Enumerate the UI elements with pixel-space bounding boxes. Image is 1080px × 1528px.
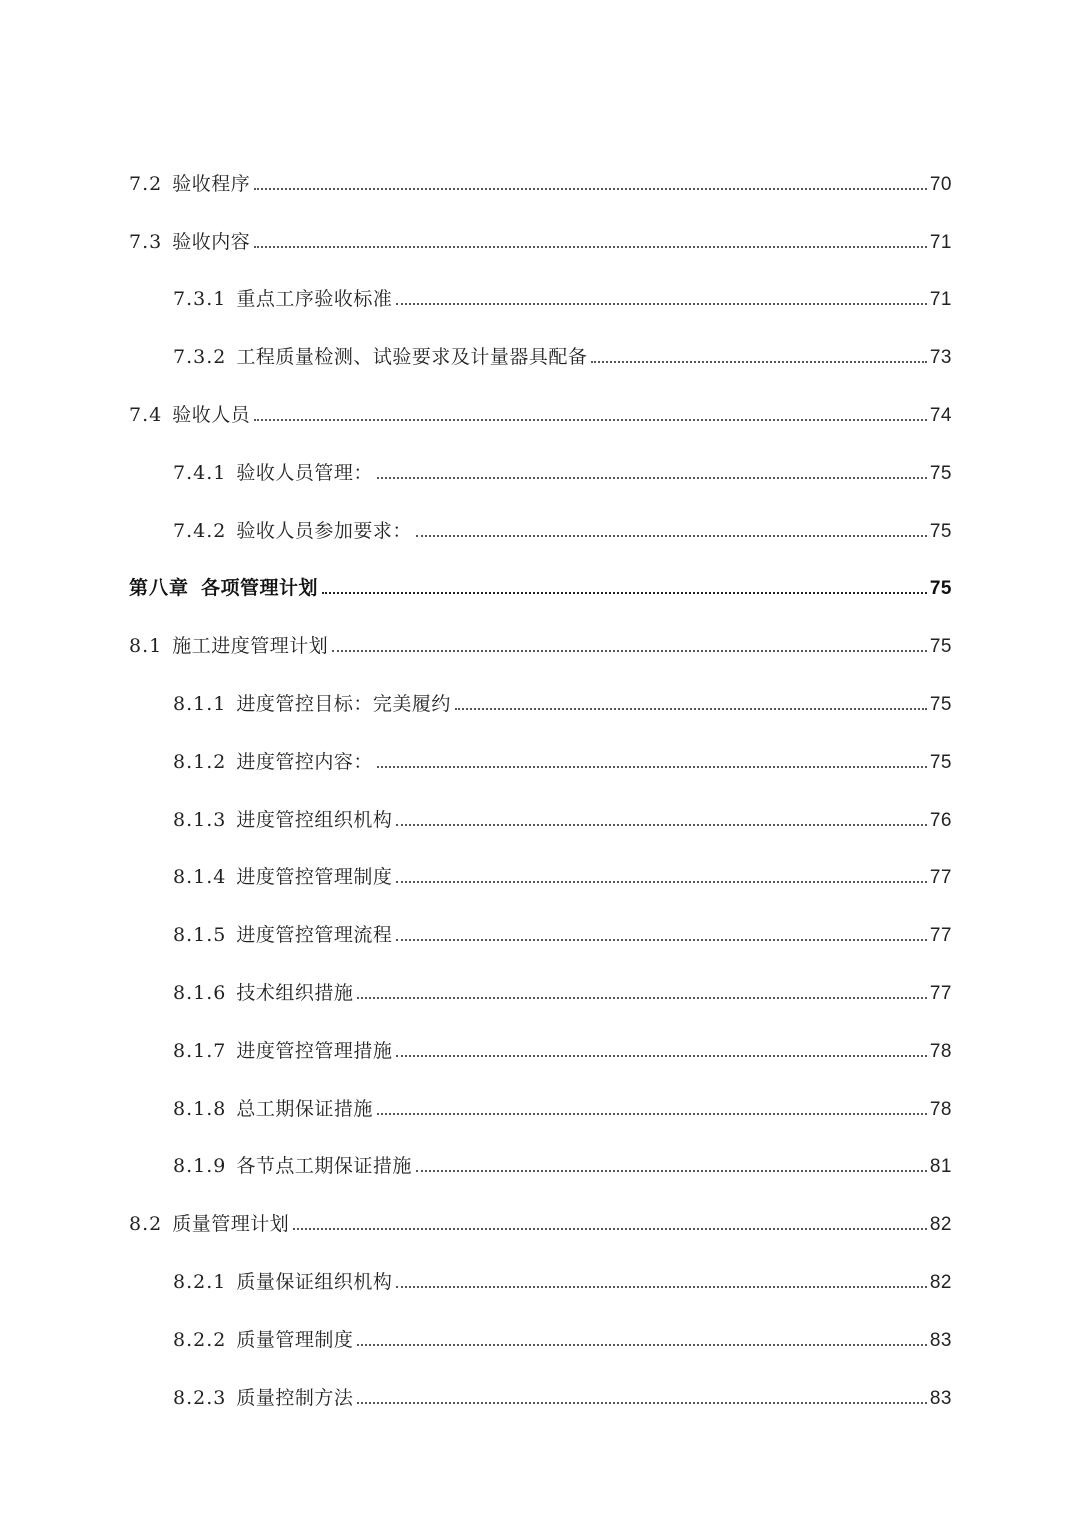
toc-entry-page-number: 75: [929, 693, 952, 715]
toc-entry-number: 8.2.2: [173, 1328, 227, 1351]
toc-entry-number: 8.2.3: [173, 1386, 227, 1409]
toc-entry-title: 各项管理计划: [201, 577, 319, 600]
toc-entry-number: 8.1.7: [173, 1039, 227, 1062]
toc-entry-title: 验收人员: [172, 403, 251, 426]
toc-entry[interactable]: [129, 714, 952, 772]
toc-dot-leader: [254, 246, 927, 248]
toc-entry-number: 7.3.2: [173, 346, 227, 369]
toc-dot-leader: [377, 1113, 927, 1115]
toc-entry-page-number: 77: [929, 867, 952, 889]
toc-entry-number: 8.1.1: [173, 692, 227, 715]
toc-entry-page-number: 78: [929, 1098, 952, 1120]
toc-entry-number: 8.1: [129, 635, 163, 658]
toc-entry-page-number: 77: [929, 925, 952, 947]
toc-entry-title: 质量管理制度: [236, 1328, 354, 1351]
toc-entry[interactable]: [129, 1292, 952, 1350]
toc-entry-page-number: 71: [929, 289, 952, 311]
toc-dot-leader: [591, 361, 926, 363]
toc-entry[interactable]: [129, 309, 952, 367]
toc-entry-number: 7.4.2: [173, 519, 227, 542]
toc-dot-leader: [357, 1402, 926, 1404]
toc-entry[interactable]: [129, 483, 952, 541]
toc-entry-number: 第八章: [129, 577, 190, 600]
toc-entry[interactable]: [129, 945, 952, 1003]
toc-entry-number: 7.2: [129, 172, 163, 195]
toc-entry-title: 验收内容: [172, 230, 251, 253]
toc-entry-number: 8.1.3: [173, 808, 227, 831]
toc-entry[interactable]: [129, 136, 952, 194]
toc-entry-number: 7.3.1: [173, 288, 227, 311]
toc-entry-number: 8.1.8: [173, 1097, 227, 1120]
toc-entry-number: 8.1.4: [173, 866, 227, 889]
toc-dot-leader: [377, 766, 927, 768]
toc-entry-page-number: 71: [929, 231, 952, 253]
toc-entry-page-number: 78: [929, 1040, 952, 1062]
toc-entry-number: 7.4.1: [173, 461, 227, 484]
toc-entry[interactable]: [129, 772, 952, 830]
toc-entry-title: 进度管控管理流程: [236, 924, 393, 947]
toc-chapter-entry[interactable]: [129, 541, 952, 599]
toc-entry-page-number: 82: [929, 1214, 952, 1236]
toc-entry-title: 质量控制方法: [236, 1386, 354, 1409]
toc-entry-title: 进度管控目标：完美履约: [236, 692, 451, 715]
toc-entry-page-number: 75: [929, 751, 952, 773]
toc-dot-leader: [396, 881, 926, 883]
toc-dot-leader: [396, 1055, 926, 1057]
toc-entry-page-number: 76: [929, 809, 952, 831]
toc-entry[interactable]: [129, 1350, 952, 1408]
toc-dot-leader: [455, 708, 927, 710]
toc-entry[interactable]: [129, 830, 952, 888]
toc-entry-number: 8.2.1: [173, 1270, 227, 1293]
toc-entry-page-number: 75: [929, 520, 952, 542]
toc-entry-number: 8.1.9: [173, 1155, 227, 1178]
toc-entry-title: 质量保证组织机构: [236, 1270, 393, 1293]
toc-dot-leader: [396, 939, 926, 941]
toc-entry-number: 8.1.2: [173, 750, 227, 773]
table-of-contents: [129, 136, 952, 1408]
toc-dot-leader: [396, 303, 926, 305]
toc-entry-title: 进度管控管理制度: [236, 866, 393, 889]
toc-entry[interactable]: [129, 367, 952, 425]
toc-entry-title: 重点工序验收标准: [236, 288, 393, 311]
toc-entry[interactable]: [129, 252, 952, 310]
toc-entry-title: 进度管控组织机构: [236, 808, 393, 831]
toc-entry-title: 验收程序: [172, 172, 251, 195]
toc-dot-leader: [254, 419, 927, 421]
toc-entry-title: 总工期保证措施: [236, 1097, 373, 1120]
toc-entry[interactable]: [129, 598, 952, 656]
toc-entry-page-number: 75: [929, 462, 952, 484]
toc-entry-title: 施工进度管理计划: [172, 635, 329, 658]
toc-entry-title: 验收人员管理：: [236, 461, 373, 484]
toc-entry-number: 8.2: [129, 1213, 163, 1236]
toc-entry-title: 技术组织措施: [236, 981, 354, 1004]
toc-entry-number: 7.3: [129, 230, 163, 253]
toc-entry-page-number: 70: [929, 173, 952, 195]
toc-entry-page-number: 77: [929, 982, 952, 1004]
toc-entry-title: 进度管控管理措施: [236, 1039, 393, 1062]
toc-entry-page-number: 75: [929, 636, 952, 658]
toc-entry-title: 各节点工期保证措施: [236, 1155, 412, 1178]
toc-entry[interactable]: [129, 1119, 952, 1177]
toc-entry-number: 7.4: [129, 403, 163, 426]
toc-dot-leader: [416, 1170, 927, 1172]
toc-entry-page-number: 74: [929, 404, 952, 426]
toc-entry-page-number: 83: [929, 1387, 952, 1409]
toc-entry[interactable]: [129, 1176, 952, 1234]
toc-entry-title: 质量管理计划: [172, 1213, 290, 1236]
toc-entry[interactable]: [129, 887, 952, 945]
toc-dot-leader: [293, 1228, 927, 1230]
toc-dot-leader: [357, 1344, 926, 1346]
toc-entry[interactable]: [129, 1234, 952, 1292]
toc-entry[interactable]: [129, 1061, 952, 1119]
toc-entry-number: 8.1.5: [173, 924, 227, 947]
toc-entry-number: 8.1.6: [173, 981, 227, 1004]
toc-entry-page-number: 73: [929, 347, 952, 369]
toc-dot-leader: [332, 650, 927, 652]
toc-entry-title: 验收人员参加要求：: [236, 519, 412, 542]
toc-entry-page-number: 82: [929, 1271, 952, 1293]
toc-entry[interactable]: [129, 425, 952, 483]
toc-entry-page-number: 75: [929, 578, 952, 600]
toc-entry-title: 工程质量检测、试验要求及计量器具配备: [236, 346, 588, 369]
toc-entry[interactable]: [129, 656, 952, 714]
toc-entry-page-number: 83: [929, 1329, 952, 1351]
toc-dot-leader: [322, 592, 927, 594]
toc-dot-leader: [254, 188, 927, 190]
toc-dot-leader: [396, 824, 926, 826]
toc-dot-leader: [416, 535, 927, 537]
toc-entry[interactable]: [129, 194, 952, 252]
toc-entry-page-number: 81: [929, 1156, 952, 1178]
toc-dot-leader: [357, 997, 926, 999]
toc-dot-leader: [377, 477, 927, 479]
toc-entry[interactable]: [129, 1003, 952, 1061]
toc-dot-leader: [396, 1286, 926, 1288]
toc-entry-title: 进度管控内容：: [236, 750, 373, 773]
